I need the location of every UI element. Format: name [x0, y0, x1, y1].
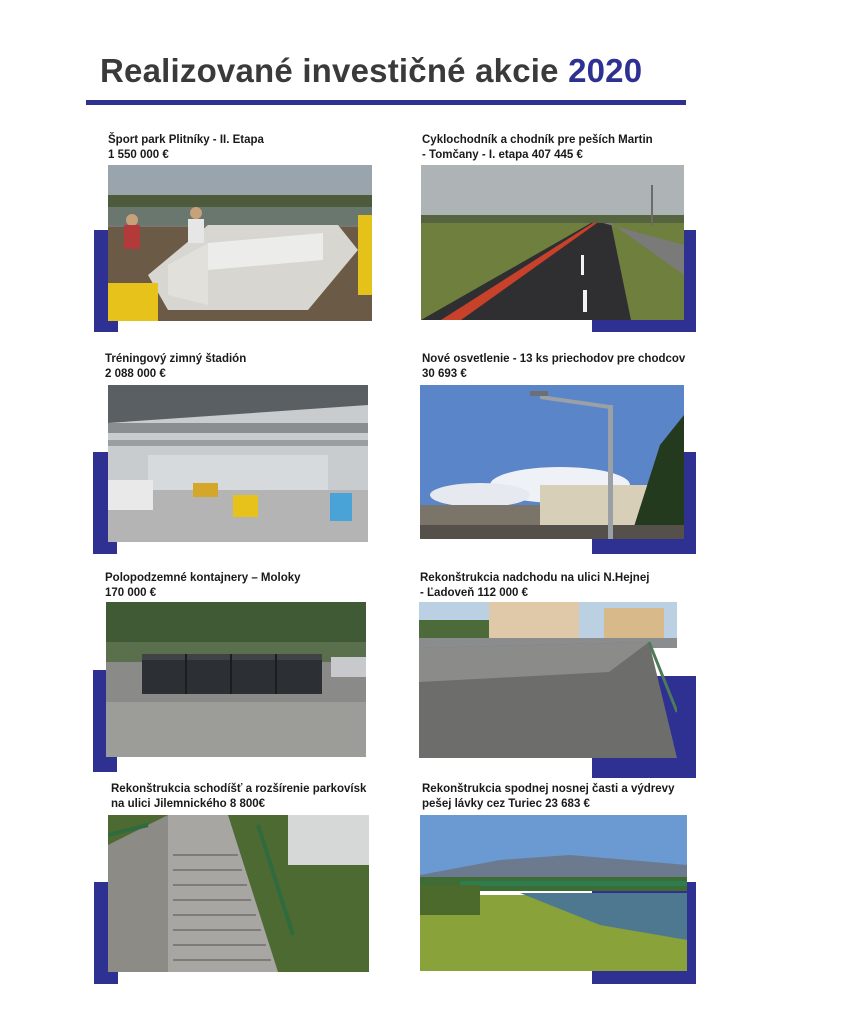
stadium-interior-photo — [108, 385, 368, 542]
project-title: Nové osvetlenie - 13 ks priechodov pre chodcov — [422, 353, 686, 365]
project-caption-stadium — [105, 352, 246, 382]
project-caption-footbridge — [422, 782, 674, 812]
project-amount: 30 693 € — [422, 368, 467, 380]
project-title: Rekonštrukcia spodnej nosnej časti a výdrevy — [422, 783, 675, 795]
project-title: Cyklochodník a chodník pre peších Martin — [422, 134, 653, 146]
page-title — [100, 52, 642, 90]
project-caption-sport-park — [108, 133, 264, 163]
footbridge-photo — [420, 815, 687, 971]
project-amount: na ulici Jilemnického 8 800€ — [111, 798, 266, 810]
title-underline — [86, 100, 686, 105]
street-lamp-photo — [420, 385, 684, 539]
project-caption-lighting — [422, 352, 685, 382]
stairs-photo — [108, 815, 369, 972]
project-amount: 1 550 000 € — [108, 149, 169, 161]
project-title: Polopodzemné kontajnery – Moloky — [105, 572, 301, 584]
project-amount: pešej lávky cez Turiec 23 683 € — [422, 798, 590, 810]
page-title-main: Realizované investičné akcie — [100, 52, 559, 89]
overpass-photo — [419, 602, 677, 758]
project-title: Rekonštrukcia schodíšť a rozšírenie parkovísk — [111, 783, 367, 795]
project-amount: - Ľadoveň 112 000 € — [420, 587, 529, 599]
project-amount: 170 000 € — [105, 587, 157, 599]
project-caption-containers — [105, 571, 301, 601]
containers-photo — [106, 602, 366, 757]
page-title-year: 2020 — [568, 52, 643, 89]
project-caption-bike-path — [422, 133, 653, 163]
construction-site-photo — [108, 165, 372, 321]
project-title: Šport park Plitníky - II. Etapa — [108, 134, 264, 146]
project-amount: 2 088 000 € — [105, 368, 166, 380]
project-title: Tréningový zimný štadión — [105, 353, 247, 365]
project-caption-stairs — [111, 782, 366, 812]
project-caption-overpass — [420, 571, 649, 601]
bike-path-photo — [421, 165, 684, 320]
project-amount: - Tomčany - I. etapa 407 445 € — [422, 149, 583, 161]
project-title: Rekonštrukcia nadchodu na ulici N.Hejnej — [420, 572, 650, 584]
